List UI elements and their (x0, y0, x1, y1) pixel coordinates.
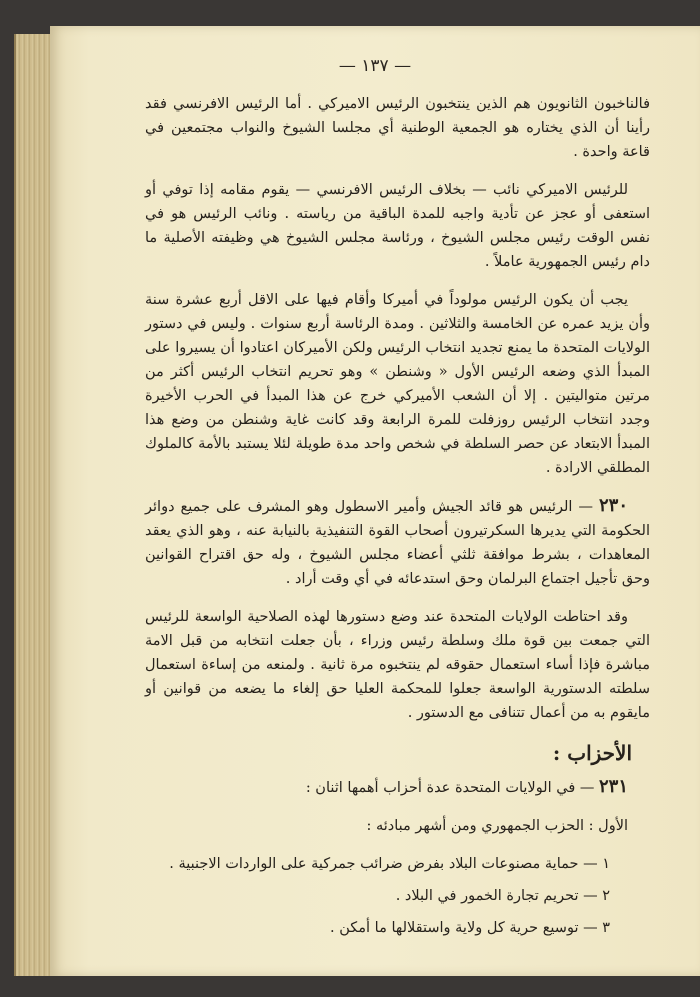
first-party-line: الأول : الحزب الجمهوري ومن أشهر مبادئه : (366, 818, 628, 834)
paragraph-2: للرئيس الاميركي نائب — بخلاف الرئيس الافرنسي — يقوم مقامه إذا توفي أو استعفى أو عجز عن تأدية واجبه للمدة الباقية من رياسته . ونائب الرئيس هو في نفس الوقت رئيس مجلس الشيوخ ، ورئاسة مجلس الشيوخ هي وظيفته الأصلية ما دام رئيس الجمهورية عاملاً . (145, 182, 650, 270)
book (14, 26, 700, 976)
section-number-231: ٢٣١ (598, 776, 628, 797)
section-number-230: ٢٣٠ (598, 495, 628, 516)
list-item-text: — توسيع حرية كل ولاية واستقلالها ما أمكن . (330, 920, 598, 936)
paragraph-4 (145, 494, 650, 591)
page-number: — ١٣٧ — (338, 56, 412, 76)
section-231 (145, 775, 650, 800)
list-item (145, 884, 610, 908)
paragraph-1: فالناخبون الثانويون هم الذين ينتخبون الرئيس الاميركي . أما الرئيس الافرنسي فقد رأينا أن الذي يختاره هو الجمعية الوطنية أي مجلسا الشيوخ والنواب مجتمعين في قاعة واحدة . (145, 96, 650, 160)
list-item-number: ٣ (602, 920, 610, 936)
list-item (145, 916, 610, 940)
list-item-text: — حماية مصنوعات البلاد بفرض ضرائب جمركية على الواردات الاجنبية . (169, 856, 598, 872)
page-text (145, 92, 650, 948)
list-item-number: ٢ (602, 888, 610, 904)
book-page (50, 26, 700, 976)
section-231-text: — في الولايات المتحدة عدة أحزاب أهمها اثنان : (305, 780, 595, 796)
paragraph-5: وقد احتاطت الولايات المتحدة عند وضع دستورها لهذه الصلاحية الواسعة للرئيس التي جمعت بين قوة ملك وسلطة رئيس وزراء ، بأن جعلت انتخابه من قبل الامة مباشرة فإذا أساء استعمال حقوقه لم ينتخبوه مرة ثانية . ولمنعه من إساءة استعمال سلطته الدستورية الواسعة جعلوا للمحكمة العليا حق إلغاء ما يضعه من قوانين أو مايقوم به من أعمال تتنافى مع الدستور . (145, 609, 650, 721)
paragraph-3: يجب أن يكون الرئيس مولوداً في أميركا وأقام فيها على الاقل أربع عشرة سنة وأن يزيد عمره عن الخامسة والثلاثين . ومدة الرئاسة أربع سنوات . وليس في دستور الولايات المتحدة ما يمنع تجديد انتخاب الرئيس ولكن الأميركان اعتادوا أن يسيروا على المبدأ الذي وضعه الرئيس الأول « وشنطن » وهو تحريم انتخاب الرئيس أكثر من مرتين متواليتين . إلا أن الشعب الأميركي خرج عن هذا المبدأ في الحرب الأخيرة وجدد انتخاب الرئيس روزفلت للمرة الرابعة وقد كانت غاية وشنطن من وضع هذا المبدأ الابتعاد عن حصر السلطة في شخص واحد مدة طويلة لئلا يستبد بالأمة كالملوك المطلقي الارادة . (145, 292, 650, 476)
list-item-number: ١ (602, 856, 610, 872)
list-item (145, 852, 610, 876)
principles-list (145, 852, 650, 940)
section-heading: الأحزاب : (552, 741, 632, 765)
list-item-text: — تحريم تجارة الخمور في البلاد . (395, 888, 598, 904)
paragraph-4-text: — الرئيس هو قائد الجيش وأمير الاسطول وهو المشرف على جميع دوائر الحكومة التي يديرها السكرتيرون أصحاب القوة التنفيذية بالنيابة عنه ، وهو الذي يعقد المعاهدات ، بشرط موافقة ثلثي أعضاء مجلس الشيوخ ، وله حق اقتراح القوانين وحق تأجيل اجتماع البرلمان وحق استدعائه في أي وقت أراد . (145, 499, 650, 587)
